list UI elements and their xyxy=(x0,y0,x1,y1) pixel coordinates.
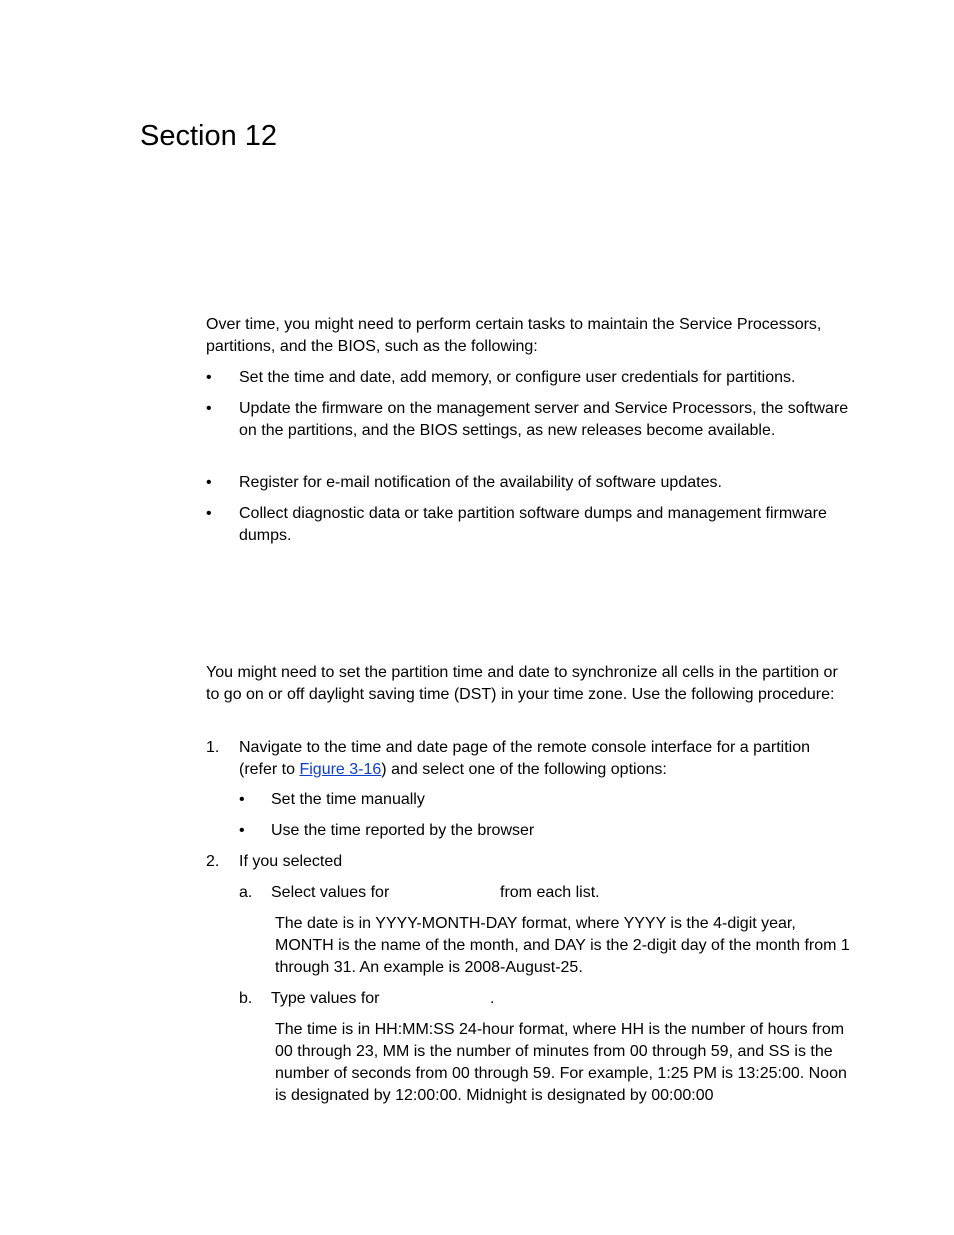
substep-b-start: Type values for xyxy=(271,990,380,1007)
bullet-marker: • xyxy=(239,822,245,839)
substep-letter: a. xyxy=(239,884,253,901)
date-format-description: The date is in YYYY-MONTH-DAY format, where YYYY is the 4-digit year, MONTH is the name of the month, and DAY is the 2-digit day of the month from 1 through 31. An example is 2008-August-25. xyxy=(275,915,850,976)
section-heading: Section 12 xyxy=(140,120,278,152)
option-set-time-manually: Set the time manually xyxy=(271,791,425,808)
intro-paragraph: Over time, you might need to perform certain tasks to maintain the Service Processors, partitions, and the BIOS, such as the following: xyxy=(206,316,822,355)
bullet-item: Update the firmware on the management server and Service Processors, the software on the partitions, and the BIOS settings, as new releases become available. xyxy=(239,400,849,439)
substep-a-end: from each list. xyxy=(500,884,600,901)
time-format-description: The time is in HH:MM:SS 24-hour format, where HH is the number of hours from 00 through 23, MM is the number of minutes from 00 through 59, and SS is the number of seconds from 00 through 59. For example, 1:25 PM is 13:25:00. Noon is designated by 12:00:00. Midnight is designated by 00:00:00 xyxy=(275,1021,847,1104)
bullet-marker: • xyxy=(206,505,212,522)
step-1-text-start: Navigate to the time and date page of the remote console interface for a partition (refer to xyxy=(239,739,811,778)
bullet-item: Set the time and date, add memory, or configure user credentials for partitions. xyxy=(239,369,796,386)
procedure-intro-paragraph: You might need to set the partition time and date to synchronize all cells in the partition or to go on or off daylight saving time (DST) in your time zone. Use the following procedure: xyxy=(206,664,838,703)
option-use-browser-time: Use the time reported by the browser xyxy=(271,822,535,839)
substep-a-start: Select values for xyxy=(271,884,390,901)
bullet-marker: • xyxy=(206,369,212,386)
bullet-marker: • xyxy=(239,791,245,808)
step-1-text xyxy=(239,737,849,781)
step-2-text: If you selected xyxy=(239,853,343,870)
step-number: 1. xyxy=(206,739,220,756)
step-number: 2. xyxy=(206,853,220,870)
substep-letter: b. xyxy=(239,990,253,1007)
substep-b-end: . xyxy=(490,990,495,1007)
step-1-text-end: ) and select one of the following options: xyxy=(381,761,667,778)
figure-link[interactable]: Figure 3-16 xyxy=(299,761,382,778)
bullet-item: Collect diagnostic data or take partition software dumps and management firmware dumps. xyxy=(239,505,827,544)
bullet-marker: • xyxy=(206,474,212,491)
bullet-marker: • xyxy=(206,400,212,417)
bullet-item: Register for e-mail notification of the availability of software updates. xyxy=(239,474,722,491)
